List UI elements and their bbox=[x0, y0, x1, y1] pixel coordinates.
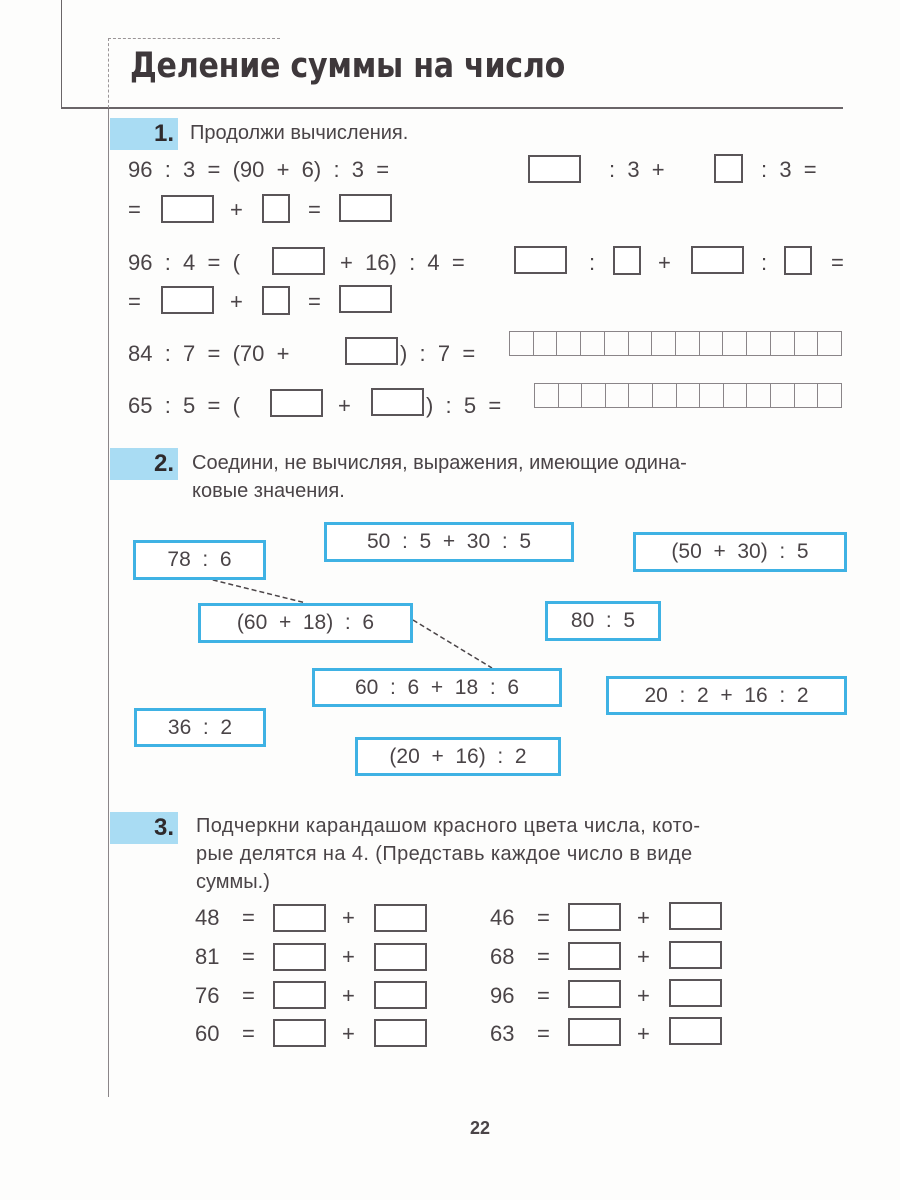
answer-box[interactable] bbox=[273, 981, 326, 1009]
expression-box[interactable]: 78 : 6 bbox=[133, 540, 266, 580]
plus-sign: + bbox=[342, 1021, 355, 1046]
equals-sign: = bbox=[537, 905, 550, 930]
plus-sign: + bbox=[637, 1021, 650, 1046]
answer-box[interactable] bbox=[273, 943, 326, 971]
expression-box[interactable]: (50 + 30) : 5 bbox=[633, 532, 847, 572]
task-1-line-6-text-b: ) : 5 = bbox=[426, 393, 502, 418]
equals-sign: = bbox=[242, 944, 255, 969]
answer-box[interactable] bbox=[273, 1019, 326, 1047]
task-1-line-2-plus: + bbox=[230, 197, 243, 222]
task-1-number: 1. bbox=[153, 120, 174, 147]
expression-box[interactable]: (60 + 18) : 6 bbox=[198, 603, 413, 643]
answer-box[interactable] bbox=[568, 903, 621, 931]
expression-box[interactable]: (20 + 16) : 2 bbox=[355, 737, 561, 776]
expression-box[interactable]: 20 : 2 + 16 : 2 bbox=[606, 676, 847, 715]
answer-box[interactable] bbox=[669, 941, 722, 969]
task-1-line-3-colon: : bbox=[589, 250, 596, 275]
connection-line bbox=[413, 620, 492, 668]
expression-box[interactable]: 50 : 5 + 30 : 5 bbox=[324, 522, 574, 562]
task-1-line-5-text-a: 84 : 7 = (70 + bbox=[128, 341, 290, 366]
task-2-number: 2. bbox=[153, 450, 174, 477]
plus-sign: + bbox=[637, 944, 650, 969]
task-1-line-3-plus: + bbox=[658, 250, 671, 275]
answer-box[interactable] bbox=[568, 980, 621, 1008]
task-1-instruction: Продолжи вычисления. bbox=[190, 122, 409, 144]
answer-box[interactable] bbox=[568, 942, 621, 970]
answer-box[interactable] bbox=[669, 902, 722, 930]
answer-box[interactable] bbox=[374, 943, 427, 971]
expression-box[interactable]: 80 : 5 bbox=[545, 601, 661, 641]
page-title: Деление суммы на число bbox=[130, 46, 566, 86]
task-1-line-1-text-c: : 3 = bbox=[761, 157, 817, 182]
plus-sign: + bbox=[342, 983, 355, 1008]
task-1-line-1-text-b: : 3 + bbox=[609, 157, 665, 182]
number-label: 46 bbox=[490, 905, 515, 930]
plus-sign: + bbox=[342, 905, 355, 930]
page-number: 22 bbox=[470, 1118, 491, 1138]
equals-sign: = bbox=[242, 1021, 255, 1046]
task-1-line-4-eq: = bbox=[128, 289, 141, 314]
task-1-line-3-eq: = bbox=[831, 250, 844, 275]
task-1-line-3-colon2: : bbox=[761, 250, 768, 275]
answer-box[interactable] bbox=[568, 1018, 621, 1046]
number-label: 63 bbox=[490, 1021, 515, 1046]
plus-sign: + bbox=[637, 905, 650, 930]
equals-sign: = bbox=[242, 905, 255, 930]
task-2-instruction-line-1: Соедини, не вычисляя, выражения, имеющие одина- bbox=[192, 452, 687, 474]
task-3-number: 3. bbox=[153, 814, 174, 841]
answer-box[interactable] bbox=[273, 904, 326, 932]
task-3-instruction-line-2: рые делятся на 4. (Представь каждое число в виде bbox=[196, 843, 693, 865]
task-1-line-1-text-a: 96 : 3 = (90 + 6) : 3 = bbox=[128, 157, 390, 182]
answer-box[interactable] bbox=[374, 981, 427, 1009]
plus-sign: + bbox=[342, 944, 355, 969]
task-1-line-3-text-b: + 16) : 4 = bbox=[340, 250, 465, 275]
number-label: 68 bbox=[490, 944, 515, 969]
task-1-line-3-text-a: 96 : 4 = ( bbox=[128, 250, 240, 275]
task-1-line-2-eq2: = bbox=[308, 197, 321, 222]
plus-sign: + bbox=[637, 983, 650, 1008]
expression-box[interactable]: 60 : 6 + 18 : 6 bbox=[312, 668, 562, 707]
connection-line bbox=[205, 578, 306, 603]
task-1-line-6-plus: + bbox=[338, 393, 351, 418]
task-1-line-5-text-b: ) : 7 = bbox=[400, 341, 476, 366]
number-label: 48 bbox=[195, 905, 220, 930]
answer-box[interactable] bbox=[669, 979, 722, 1007]
number-label: 81 bbox=[195, 944, 220, 969]
expression-box[interactable]: 36 : 2 bbox=[134, 708, 266, 747]
task-1-line-2-eq: = bbox=[128, 197, 141, 222]
task-2-instruction-line-2: ковые значения. bbox=[192, 480, 345, 502]
answer-box[interactable] bbox=[374, 1019, 427, 1047]
answer-box[interactable] bbox=[374, 904, 427, 932]
task-3-badge bbox=[110, 812, 178, 844]
equals-sign: = bbox=[537, 944, 550, 969]
equals-sign: = bbox=[537, 1021, 550, 1046]
task-1-line-4-plus: + bbox=[230, 289, 243, 314]
task-3-instruction-line-3: суммы.) bbox=[196, 871, 270, 893]
task-1-line-6-text-a: 65 : 5 = ( bbox=[128, 393, 240, 418]
answer-box[interactable] bbox=[669, 1017, 722, 1045]
number-label: 76 bbox=[195, 983, 220, 1008]
number-label: 60 bbox=[195, 1021, 220, 1046]
equals-sign: = bbox=[242, 983, 255, 1008]
task-3-instruction-line-1: Подчеркни карандашом красного цвета числа, кото- bbox=[196, 815, 701, 837]
number-label: 96 bbox=[490, 983, 515, 1008]
equals-sign: = bbox=[537, 983, 550, 1008]
task-1-line-4-eq2: = bbox=[308, 289, 321, 314]
